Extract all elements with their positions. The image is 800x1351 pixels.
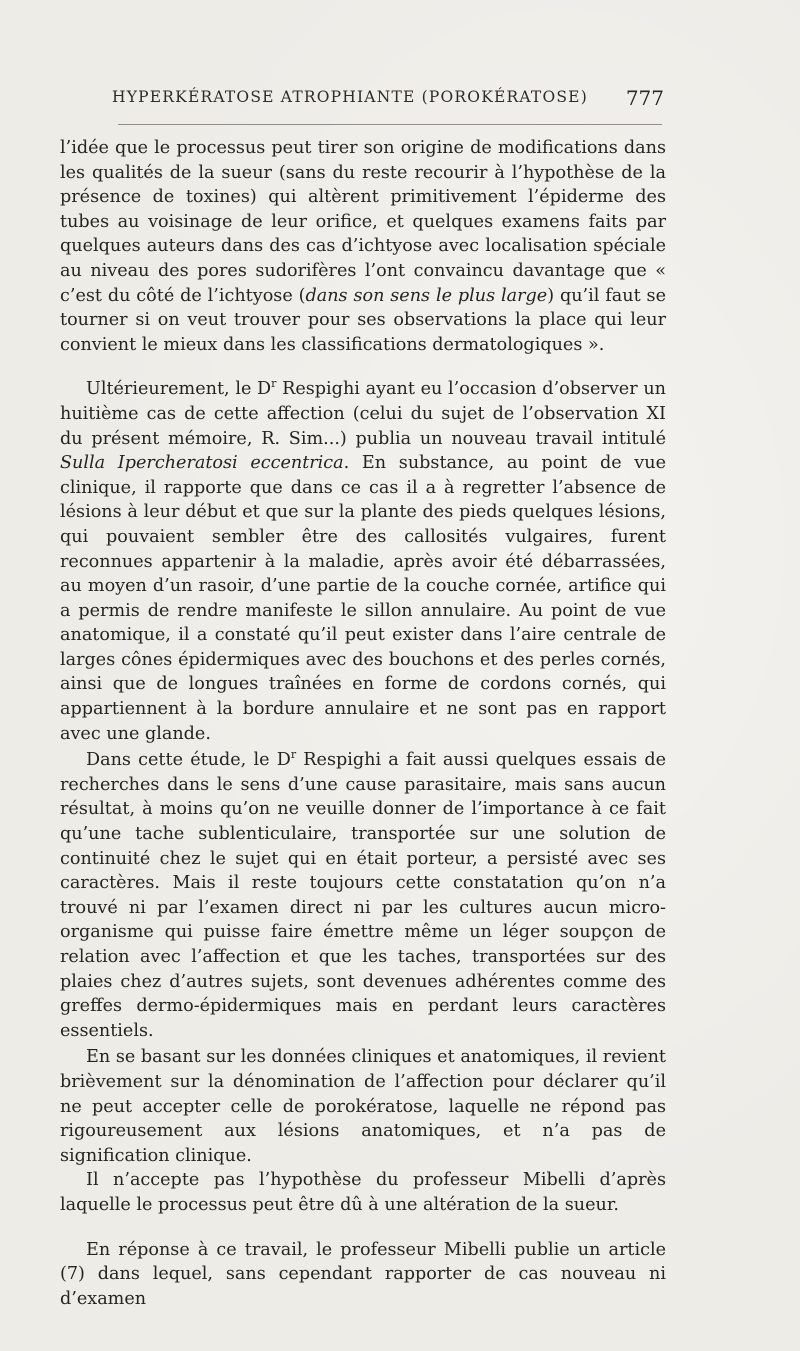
paragraph-parasitic-cause bbox=[60, 748, 666, 1043]
paragraph-3-text: Dans cette étude, le D bbox=[86, 750, 291, 771]
paragraph-2-text-end: . En substance, au point de vue clinique, il rapporte que dans ce cas il a à regretter l’absence de lésions à leur début et que sur la plante des pieds quelques lésions, qui pouvaient sembler être des callosités vulgaires, furent reconnues appartenir à la maladie, après avoir été débarrassées, au moyen d’un rasoir, d’une partie de la couche cornée, artifice qui a permis de rendre manifeste le sillon annulaire. Au point de vue anatomique, il a constaté qu’il peut exister dans l’aire centrale de larges cônes épidermiques avec des bouchons et des perles cornés, ainsi que de longues traînées en forme de cordons cornés, qui appartiennent à la bordure annulaire et ne sont pas en rapport avec une glande. bbox=[60, 453, 666, 744]
paragraph-2-text: Ultérieurement, le D bbox=[86, 379, 272, 400]
paragraph-2-superscript: r bbox=[271, 377, 277, 391]
paragraph-continuation bbox=[60, 136, 666, 357]
page-header bbox=[112, 86, 664, 116]
paragraph-mibelli-response: En réponse à ce travail, le professeur Mibelli publie un article (7) dans lequel, sans cependant rapporter de cas nouveau ni d’examen bbox=[60, 1239, 666, 1309]
paragraph-1-italic: dans son sens le plus large bbox=[305, 285, 548, 306]
paragraph-2-italic-title: Sulla Ipercheratosi eccentrica bbox=[60, 453, 344, 474]
paragraph-2-text-mid: Respighi ayant eu l’occasion d’observer un huitième cas de cette affection (celui du sujet de l’observation XI du présent mémoire, R. Sim...) publia un nouveau travail intitulé bbox=[60, 379, 666, 449]
paragraph-3-text-end: Respighi a fait aussi quelques essais de recherches dans le sens d’une cause parasitaire, mais sans aucun résultat, à moins qu’on ne veuille donner de l’importance à ce fait qu’une tache sublenticulaire, transportée sur une solution de continuité chez le sujet qui en était porteur, a persisté avec ses caractères. Mais il reste toujours cette constatation qu’on n’a trouvé ni par l’examen direct ni par les cultures aucun micro-organisme qui puisse faire émettre même un léger soupçon de relation avec l’affection et que les taches, transportées sur des plaies chez d’autres sujets, sont devenues adhérentes comme des greffes dermo-épidermiques mais en perdant leurs caractères essentiels. bbox=[60, 750, 666, 1041]
paragraph-3-superscript: r bbox=[290, 748, 297, 762]
paragraph-1-text-end: ) qu’il faut se tourner si on veut trouver pour ses observations la place qui leur convient le mieux dans les classifications dermatologiques ». bbox=[60, 285, 666, 355]
paragraph-hypothesis: Il n’accepte pas l’hypothèse du professeur Mibelli d’après laquelle le processus peut être dû à une altération de la sueur. bbox=[60, 1170, 666, 1215]
running-head: HYPERKÉRATOSE ATROPHIANTE (POROKÉRATOSE) bbox=[112, 88, 588, 106]
paragraph-denomination: En se basant sur les données cliniques et anatomiques, il revient brièvement sur la dénomination de l’affection pour déclarer qu’il ne peut accepter celle de porokératose, laquelle ne répond pas rigoureusement aux lésions anatomiques, et n’a pas de signification clinique. bbox=[60, 1047, 666, 1166]
paragraph-respighi-new-work bbox=[60, 377, 666, 746]
body-text bbox=[60, 136, 666, 1311]
paragraph-1-text: l’idée que le processus peut tirer son origine de modifications dans les qualités de la sueur (sans du reste recourir à l’hypothèse de la présence de toxines) qui altèrent primitivement l’épiderme des tubes au voisinage de leur orifice, et quelques examens faits par quelques auteurs dans des cas d’ichtyose avec localisation spéciale au niveau des pores sudorifères l’ont convaincu davantage que « c’est du côté de l’ichtyose ( bbox=[60, 138, 666, 306]
header-rule bbox=[118, 124, 662, 125]
page-number: 777 bbox=[625, 86, 664, 110]
